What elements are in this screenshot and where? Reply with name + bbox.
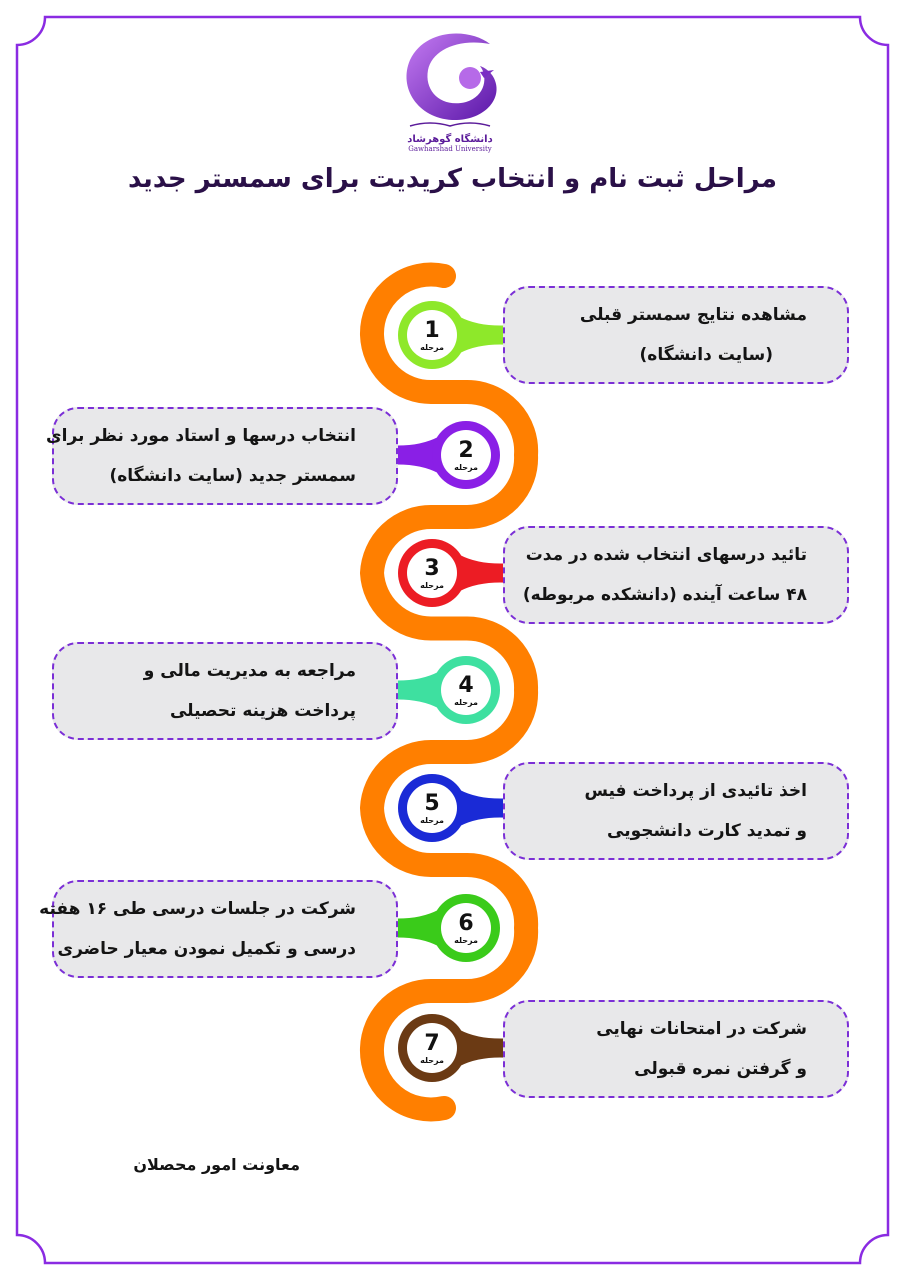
university-logo [406, 33, 496, 126]
logo-book [410, 123, 490, 126]
step-3-label: مرحله [420, 581, 444, 590]
step-4-number: 4 [458, 673, 474, 698]
step-4-line-2: پرداخت هزینه تحصیلی [169, 701, 356, 721]
step-7-box [503, 1000, 849, 1098]
step-5-number: 5 [424, 791, 440, 816]
page-title: مراحل ثبت نام و انتخاب کریدیت برای سمستر جدید [128, 164, 777, 194]
step-2-line-1: انتخاب درسها و استاد مورد نظر برای [46, 426, 356, 446]
step-4-box [52, 642, 398, 740]
logo-name-en: Gawharshad University [408, 145, 492, 153]
step-6-box [39, 880, 398, 978]
step-2-number: 2 [458, 438, 474, 463]
step-3-line-1: تائید درسهای انتخاب شده در مدت [525, 545, 807, 565]
step-1-label: مرحله [420, 343, 444, 352]
step-6-label: مرحله [454, 936, 478, 945]
step-7-label: مرحله [420, 1056, 444, 1065]
step-3-number: 3 [424, 556, 440, 581]
step-6-line-2: درسی و تکمیل نمودن معیار حاضری [57, 939, 356, 959]
logo-caption [395, 134, 505, 153]
step-1-line-1: مشاهده نتایج سمستر قبلی [579, 305, 807, 325]
step-3-line-2: ۴۸ ساعت آینده (دانشکده مربوطه) [522, 585, 807, 605]
step-5-line-2: و تمدید کارت دانشجویی [607, 821, 807, 841]
step-4-label: مرحله [454, 698, 478, 707]
step-3-box [503, 526, 849, 624]
step-5-line-1: اخذ تائیدی از پرداخت فیس [584, 781, 807, 801]
step-1-line-2: (سایت دانشگاه) [639, 345, 773, 365]
step-1-number: 1 [424, 318, 440, 343]
step-7-number: 7 [424, 1031, 440, 1056]
step-2-line-2: سمستر جدید (سایت دانشگاه) [109, 466, 356, 486]
logo-dot [459, 67, 481, 89]
step-5-label: مرحله [420, 816, 444, 825]
step-5-box [503, 762, 849, 860]
step-2-box [46, 407, 398, 505]
step-7-line-2: و گرفتن نمره قبولی [634, 1059, 807, 1079]
step-1-box [503, 286, 849, 384]
logo-swirl [406, 33, 496, 120]
step-6-number: 6 [458, 911, 474, 936]
step-2-label: مرحله [454, 463, 478, 472]
logo-name-fa: دانشگاه گوهرشاد [407, 134, 493, 145]
step-6-line-1: شرکت در جلسات درسی طی ۱۶ هفته [39, 899, 356, 919]
step-4-line-1: مراجعه به مدیریت مالی و [143, 661, 356, 681]
footer-signature: معاونت امور محصلان [133, 1155, 300, 1174]
step-7-line-1: شرکت در امتحانات نهایی [596, 1019, 807, 1039]
